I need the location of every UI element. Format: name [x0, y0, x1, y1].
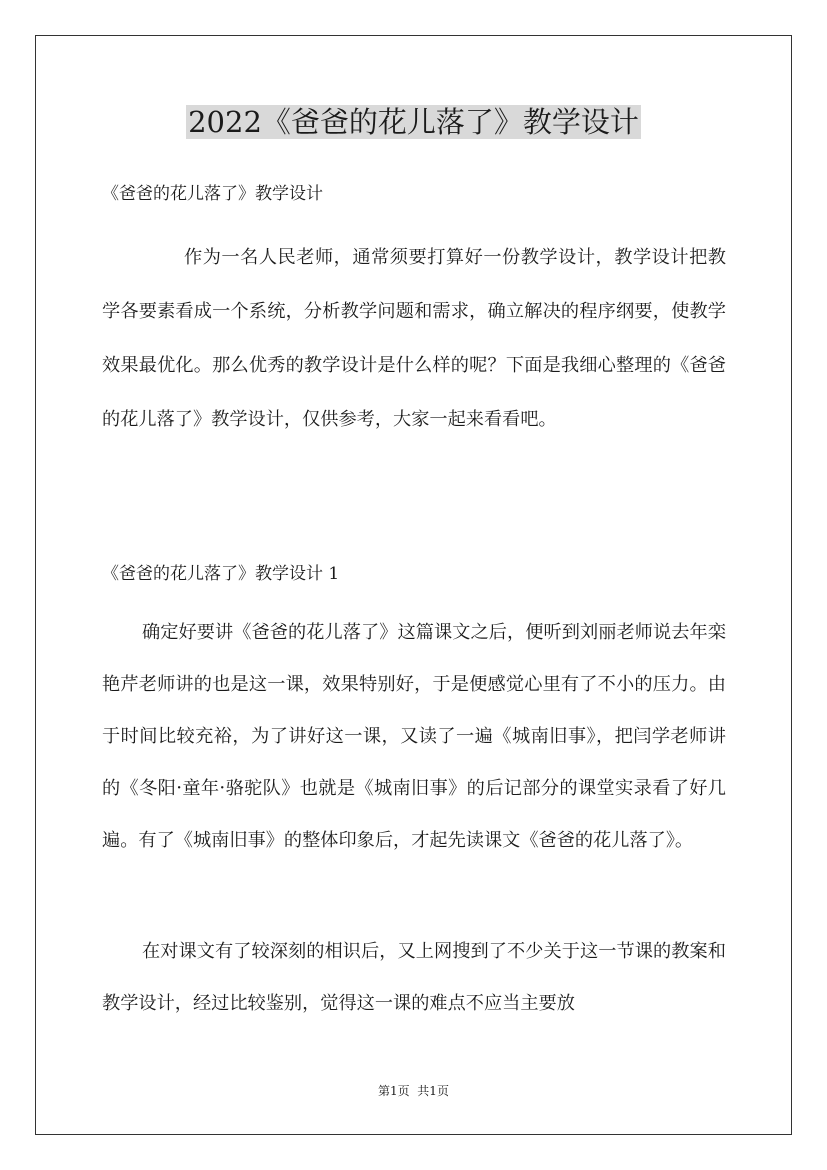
intro-paragraph: 作为一名人民老师，通常须要打算好一份教学设计，教学设计把教学各要素看成一个系统，分析教学问题和需求，确立解决的程序纲要，使教学效果最优化。那么优秀的教学设计是什么样的呢？下面是我细心整理的《爸爸的花儿落了》教学设计，仅供参考，大家一起来看看吧。 — [102, 247, 726, 430]
section-heading: 《爸爸的花儿落了》教学设计 1 — [102, 564, 340, 584]
body-paragraph-2: 在对课文有了较深刻的相识后，又上网搜到了不少关于这一节课的教案和教学设计，经过比较鉴别，觉得这一课的难点不应当主要放 — [102, 941, 726, 1014]
document-subtitle: 《爸爸的花儿落了》教学设计 — [102, 184, 323, 204]
document-title — [0, 100, 827, 144]
page-number-footer: 第1页 共1页 — [378, 1084, 449, 1098]
document-title-text: 2022《爸爸的花儿落了》教学设计 — [188, 105, 639, 139]
body-paragraph-1: 确定好要讲《爸爸的花儿落了》这篇课文之后，便听到刘丽老师说去年栾艳芹老师讲的也是这一课，效果特别好，于是便感觉心里有了不小的压力。由于时间比较充裕，为了讲好这一课，又读了一遍《城南旧事》，把闫学老师讲的《冬阳·童年·骆驼队》也就是《城南旧事》的后记部分的课堂实录看了好几遍。有了《城南旧事》的整体印象后，才起先读课文《爸爸的花儿落了》。 — [102, 622, 726, 851]
